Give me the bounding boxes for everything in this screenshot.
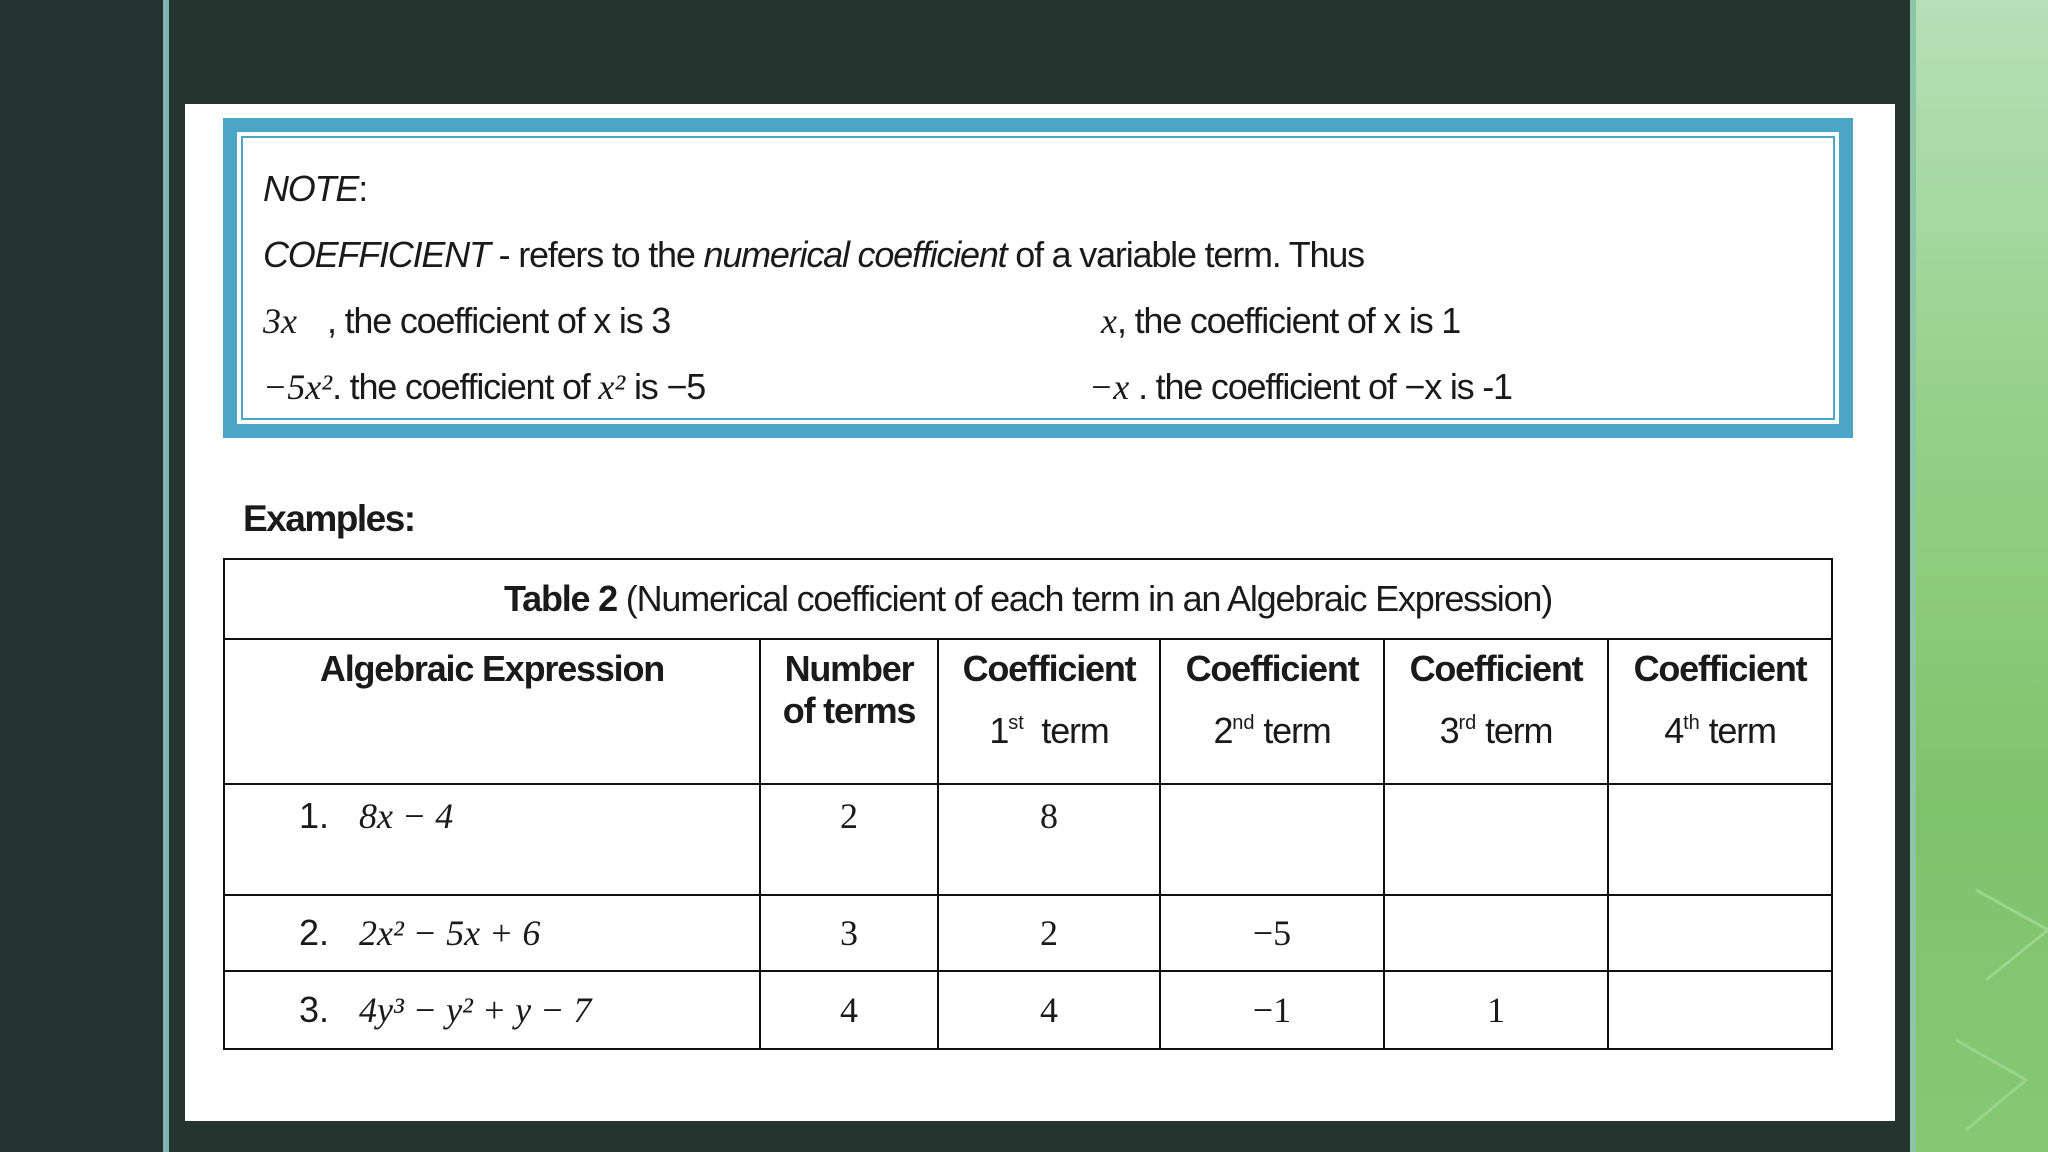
coefficient-4-cell: [1608, 784, 1832, 895]
note-example-negx: −x . the coefficient of −x is -1: [1089, 366, 1512, 407]
note-example-3x: 3x , the coefficient of x is 3: [263, 300, 671, 341]
coefficient-3-cell: [1384, 784, 1608, 895]
coefficient-4-cell: [1608, 971, 1832, 1049]
coefficient-2-cell: −5: [1160, 895, 1384, 971]
coefficient-table: [223, 558, 1833, 1050]
right-decorative-panel: [1916, 0, 2048, 1152]
table-row: [224, 784, 1832, 895]
left-accent-line: [163, 0, 169, 1152]
terms-cell: 4: [760, 971, 938, 1049]
chevron-decoration-icon: [1916, 0, 2048, 1152]
header-coefficient-3rd: Coefficient 3rd term: [1384, 639, 1608, 784]
header-coefficient-1st: Coefficient 1st term: [938, 639, 1160, 784]
coefficient-1-cell: 4: [938, 971, 1160, 1049]
expression-cell: 1. 8x − 4: [224, 784, 760, 895]
note-heading: NOTE:: [263, 168, 368, 209]
terms-cell: 3: [760, 895, 938, 971]
table-row: [224, 971, 1832, 1049]
note-example-x: x, the coefficient of x is 1: [1101, 300, 1461, 341]
coefficient-3-cell: 1: [1384, 971, 1608, 1049]
expression-cell: 3. 4y³ − y² + y − 7: [224, 971, 760, 1049]
coefficient-3-cell: [1384, 895, 1608, 971]
coefficient-1-cell: 2: [938, 895, 1160, 971]
coefficient-2-cell: [1160, 784, 1384, 895]
expression-cell: 2. 2x² − 5x + 6: [224, 895, 760, 971]
note-definition: COEFFICIENT - refers to the numerical coefficient of a variable term. Thus: [263, 234, 1364, 275]
header-algebraic-expression: Algebraic Expression: [224, 639, 760, 784]
table-row: [224, 895, 1832, 971]
table-caption: Table 2 (Numerical coefficient of each term in an Algebraic Expression): [224, 559, 1832, 639]
slide-content-area: [185, 104, 1895, 1121]
header-coefficient-4th: Coefficient 4th term: [1608, 639, 1832, 784]
note-example-neg5x2: −5x². the coefficient of x² is −5: [263, 366, 706, 407]
header-number-of-terms: Number of terms: [760, 639, 938, 784]
examples-label: Examples:: [243, 498, 415, 539]
coefficient-2-cell: −1: [1160, 971, 1384, 1049]
coefficient-1-cell: 8: [938, 784, 1160, 895]
terms-cell: 2: [760, 784, 938, 895]
header-coefficient-2nd: Coefficient 2nd term: [1160, 639, 1384, 784]
coefficient-4-cell: [1608, 895, 1832, 971]
left-dark-strip: [0, 0, 163, 1152]
note-box: [223, 118, 1853, 438]
